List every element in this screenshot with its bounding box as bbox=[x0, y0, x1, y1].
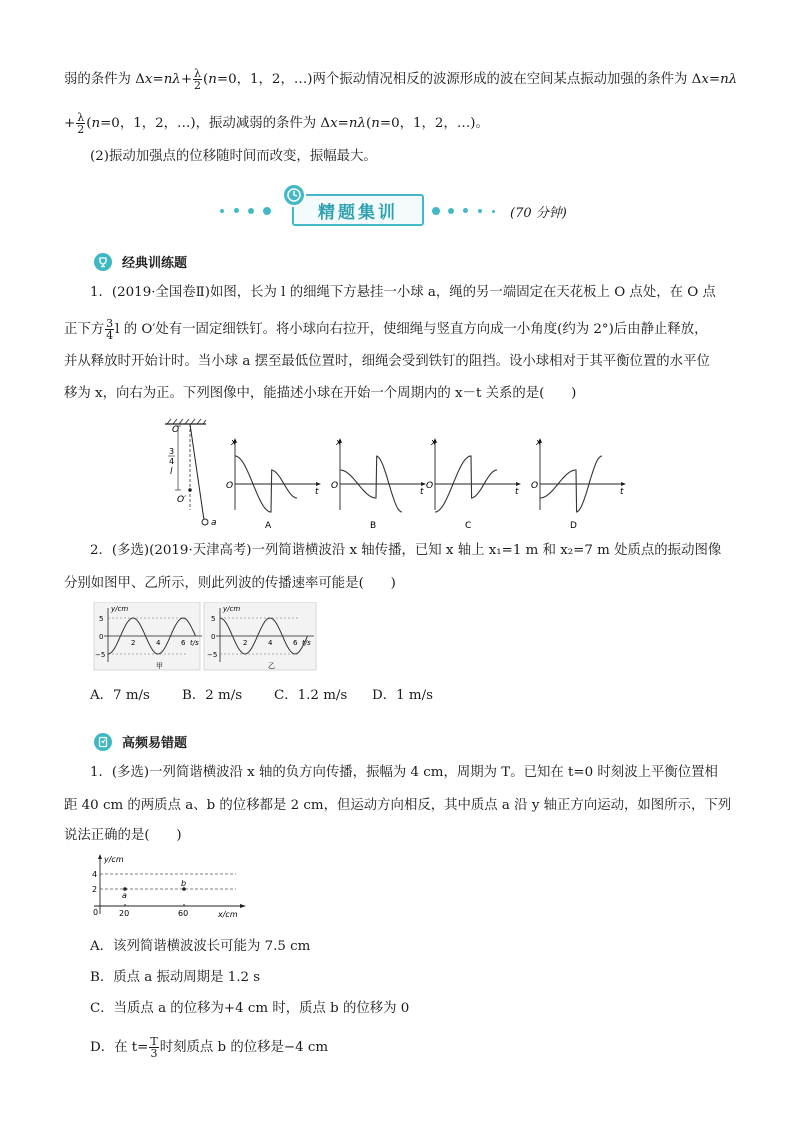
q2-tick-m5: −5 bbox=[207, 651, 218, 659]
q1-line-3: 并从释放时开始计时。当小球 a 摆至最低位置时，细绳会受到铁钉的阻挡。设小球相对于其平衡位置的水平位 bbox=[64, 354, 710, 369]
q3-tick-20: 20 bbox=[119, 909, 130, 918]
q2-tick-0: 0 bbox=[99, 633, 104, 641]
trophy-icon bbox=[94, 253, 112, 271]
q2-tlabel: t/s bbox=[190, 639, 199, 647]
q1-line-2: 正下方 $\frac{3}{4}$ l 的 O′处有一固定细铁钉。将小球向右拉开，使细绳与竖直方向成一小角度(约为 2°)后由静止释放， bbox=[64, 317, 708, 342]
graph-origin-label: O bbox=[426, 481, 434, 491]
graph-x-label: x bbox=[231, 438, 237, 448]
q2-ylabel: y/cm bbox=[111, 605, 129, 613]
graph-t-label: t bbox=[315, 487, 319, 497]
graph-origin-label: O bbox=[226, 481, 234, 491]
q2-line-1: 2．(多选)(2019·天津高考)一列简谐横波沿 x 轴传播，已知 x 轴上 x₁=1 m 和 x₂=7 m 处质点的振动图像 bbox=[90, 543, 722, 558]
rope bbox=[190, 424, 204, 520]
q1-line-1: 1．(2019·全国卷Ⅱ)如图，长为 l 的细绳下方悬挂一小球 a，绳的另一端固定在天花板上 O 点处，在 O 点 bbox=[90, 285, 716, 300]
graph-origin-label: O bbox=[331, 481, 339, 491]
label-point-a: a bbox=[122, 891, 127, 900]
dim-den: 4 bbox=[169, 457, 175, 466]
q2-option-c[interactable]: C．1.2 m/s bbox=[274, 688, 348, 703]
banner-time: (70 分钟) bbox=[510, 206, 567, 221]
banner-dot bbox=[248, 208, 254, 214]
graph-origin-label: O bbox=[531, 481, 539, 491]
graph-option-label: A bbox=[265, 521, 272, 531]
q2-caption: 乙 bbox=[268, 662, 275, 670]
q3-x-arrow bbox=[240, 904, 246, 908]
banner-dot bbox=[492, 210, 495, 213]
q2-tick-0: 0 bbox=[211, 633, 216, 641]
banner-title: 精题集训 bbox=[292, 194, 424, 226]
graph-t-label: t bbox=[515, 487, 519, 497]
q2-tick-6: 6 bbox=[181, 639, 186, 647]
q3-line-1: 1．(多选)一列简谐横波沿 x 轴的负方向传播，振幅为 4 cm，周期为 T。已知在 t=0 时刻波上平衡位置相 bbox=[90, 765, 718, 780]
section-heading-error-prone: 高频易错题 bbox=[94, 732, 187, 751]
q3-tick-0: 0 bbox=[93, 908, 99, 917]
q2-tick-2: 2 bbox=[131, 639, 136, 647]
q2-options bbox=[90, 686, 760, 706]
banner-dot bbox=[220, 209, 224, 213]
q2-tick-6: 6 bbox=[293, 639, 298, 647]
graph-t-label: t bbox=[420, 487, 424, 497]
label-point-b: b bbox=[181, 879, 187, 888]
graph-t-label: t bbox=[620, 487, 624, 497]
banner-dot bbox=[263, 207, 271, 215]
fraction-t-third: $\frac{T}{3}$ bbox=[150, 1035, 158, 1060]
top-line-1: 弱的条件为 Δx=nλ+ $\frac{\lambda}{2}$ (n=0，1，2，…)两个振动情况相反的波源形成的波在空间某点振动加强的条件为 Δx=nλ bbox=[64, 67, 738, 92]
q3-line-2: 距 40 cm 的两质点 a、b 的位移都是 2 cm，但运动方向相反，其中质点 a 沿 y 轴正方向运动，如图所示，下列 bbox=[64, 798, 732, 813]
banner-dot bbox=[478, 209, 482, 213]
q3-option-a[interactable]: A．该列简谐横波波长可能为 7.5 cm bbox=[90, 939, 311, 954]
fraction-three-quarters: $\frac{3}{4}$ bbox=[106, 317, 114, 342]
q2-option-d[interactable]: D．1 m/s bbox=[372, 688, 433, 703]
banner-dot bbox=[432, 207, 440, 215]
q3-option-b[interactable]: B．质点 a 振动周期是 1.2 s bbox=[90, 970, 261, 985]
q2-tlabel: t/s bbox=[302, 639, 311, 647]
graph-t-arrow bbox=[621, 482, 626, 486]
q2-option-b[interactable]: B．2 m/s bbox=[182, 688, 243, 703]
q3-tick-60: 60 bbox=[178, 909, 189, 918]
graph-option-label: B bbox=[370, 521, 377, 531]
top-line-2: + $\frac{\lambda}{2}$ (n=0，1，2，…)，振动减弱的条件为 Δx=nλ(n=0，1，2，…)。 bbox=[64, 111, 489, 136]
dim-num: 3 bbox=[169, 447, 175, 456]
q2-option-a[interactable]: A．7 m/s bbox=[90, 688, 150, 703]
clock-icon bbox=[282, 183, 306, 207]
fraction-lambda-half-2: $\frac{\lambda}{2}$ bbox=[77, 111, 85, 136]
graph-x-label: x bbox=[536, 438, 542, 448]
label-O: O bbox=[172, 425, 180, 435]
graph-t-arrow bbox=[516, 482, 521, 486]
fraction-lambda-half: $\frac{\lambda}{2}$ bbox=[194, 67, 202, 92]
q2-tick-5: 5 bbox=[211, 615, 216, 623]
q2-tick-4: 4 bbox=[268, 639, 273, 647]
q2-caption: 甲 bbox=[156, 662, 163, 670]
q3-tick-2: 2 bbox=[92, 885, 98, 894]
q3-y-arrow bbox=[98, 854, 102, 859]
ball-a bbox=[202, 519, 208, 525]
q3-figure bbox=[86, 852, 256, 922]
q1-figure bbox=[160, 418, 630, 534]
q1-line-4: 移为 x，向右为正。下列图像中，能描述小球在开始一个周期内的 x－t 关系的是( ) bbox=[64, 386, 577, 401]
q3-tick-4: 4 bbox=[92, 870, 98, 879]
q3-option-d[interactable]: D．在 t= $\frac{T}{3}$ 时刻质点 b 的位移是−4 cm bbox=[90, 1035, 329, 1060]
q3-ylabel: y/cm bbox=[104, 855, 124, 864]
q1-graphs bbox=[226, 438, 626, 531]
banner-dot bbox=[463, 208, 468, 213]
section-banner bbox=[220, 183, 590, 229]
ceiling-hatch bbox=[167, 419, 206, 424]
q2-tick-2: 2 bbox=[243, 639, 248, 647]
graph-option-label: D bbox=[570, 521, 577, 531]
q2-ylabel: y/cm bbox=[223, 605, 241, 613]
label-a: a bbox=[211, 518, 217, 528]
graph-t-arrow bbox=[316, 482, 321, 486]
top-line-3: (2)振动加强点的位移随时间而改变，振幅最大。 bbox=[90, 149, 377, 164]
label-Oprime: O′ bbox=[177, 495, 187, 505]
nail bbox=[188, 488, 192, 492]
section-heading-classic: 经典训练题 bbox=[94, 252, 187, 271]
graph-x-label: x bbox=[431, 438, 437, 448]
graph-option-label: C bbox=[465, 521, 472, 531]
q2-figure bbox=[88, 602, 320, 674]
q3-xlabel: x/cm bbox=[218, 910, 238, 919]
q3-line-3: 说法正确的是( ) bbox=[64, 828, 182, 843]
q2-tick-5: 5 bbox=[99, 615, 104, 623]
banner-dot bbox=[448, 208, 454, 214]
banner-dot bbox=[234, 208, 239, 213]
q2-tick-4: 4 bbox=[156, 639, 161, 647]
q2-tick-m5: −5 bbox=[95, 651, 106, 659]
q2-line-2: 分别如图甲、乙所示，则此列波的传播速率可能是( ) bbox=[64, 576, 396, 591]
q3-option-c[interactable]: C．当质点 a 的位移为+4 cm 时，质点 b 的位移为 0 bbox=[90, 1001, 410, 1016]
note-icon bbox=[94, 733, 112, 751]
dim-l: l bbox=[170, 467, 173, 477]
graph-x-label: x bbox=[336, 438, 342, 448]
